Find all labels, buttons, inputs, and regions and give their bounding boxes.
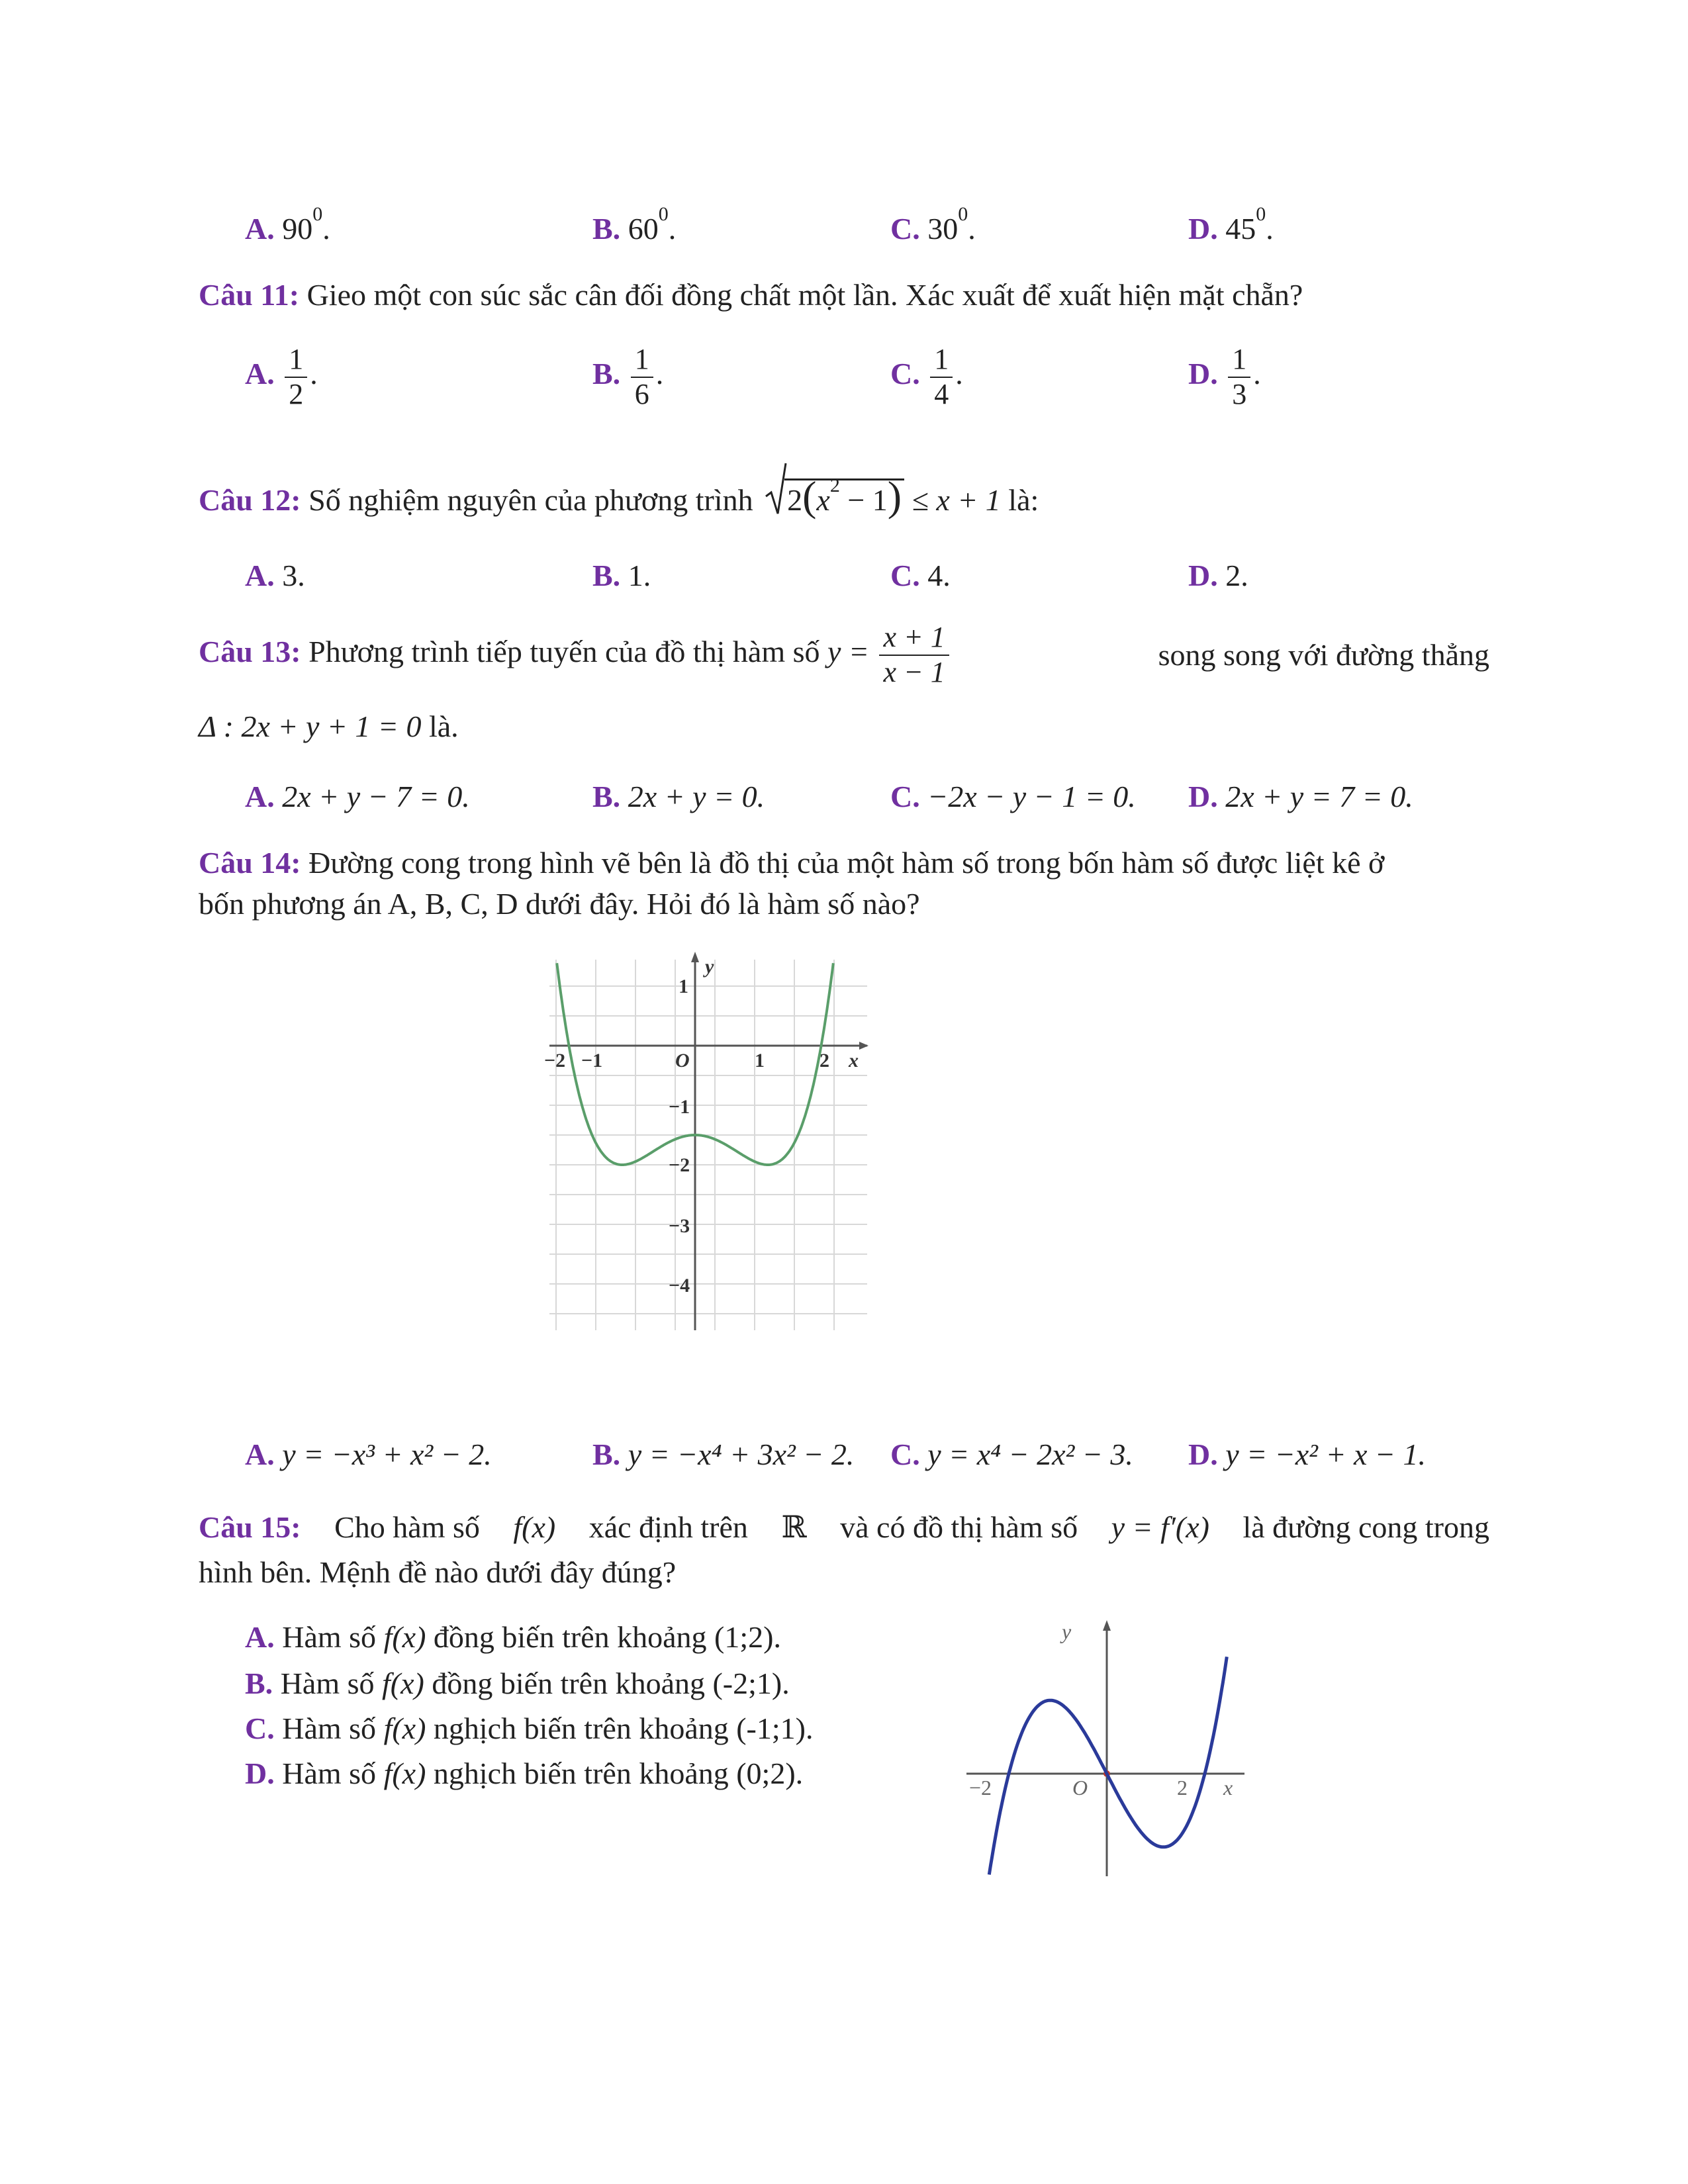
question-label: Câu 13: xyxy=(199,635,301,669)
denominator: 4 xyxy=(934,377,949,410)
option-label: D. xyxy=(1188,357,1218,391)
q13-left xyxy=(199,621,952,689)
q13-option-b xyxy=(592,778,765,815)
option-label: C. xyxy=(890,559,920,592)
option-sup: 0 xyxy=(312,203,323,225)
option-suffix: . xyxy=(668,212,677,246)
option-pre: Hàm số xyxy=(282,1711,377,1745)
option-suffix: . xyxy=(322,212,330,246)
option-value: 90 xyxy=(282,212,313,246)
x-tick: 2 xyxy=(820,1050,829,1071)
question-text: Phương trình tiếp tuyến của đồ thị hàm số xyxy=(308,635,820,669)
question-text: Gieo một con súc sắc cân đối đồng chất một lần. Xác xuất để xuất hiện mặt chẵn? xyxy=(306,278,1303,312)
option-label: A. xyxy=(245,212,275,246)
option-sup: 0 xyxy=(1256,203,1266,225)
q15-stem-line1 xyxy=(199,1509,1489,1545)
question-label: Câu 11: xyxy=(199,278,300,312)
option-label: D. xyxy=(245,1756,275,1790)
question-text: Đường cong trong hình vẽ bên là đồ thị của một hàm số trong bốn hàm số được liệt kê ở xyxy=(308,846,1385,880)
option-label: A. xyxy=(245,1620,275,1654)
y-axis-arrow xyxy=(1103,1620,1111,1631)
y-axis-arrow xyxy=(691,952,699,962)
option-post: nghịch biến trên khoảng (0;2). xyxy=(433,1756,804,1790)
x-tick: −2 xyxy=(544,1050,566,1071)
q10-option-c xyxy=(890,203,976,247)
q12-option-d xyxy=(1188,557,1248,594)
numerator: x + 1 xyxy=(879,621,949,656)
q13-stem-line2 xyxy=(199,708,459,745)
option-fx: f(x) xyxy=(383,1756,426,1790)
q14-stem-line1 xyxy=(199,844,1384,881)
derivative-curve xyxy=(989,1657,1227,1874)
q12-option-a xyxy=(245,557,305,594)
option-value: 2. xyxy=(1225,559,1248,592)
q15-stem-line2 xyxy=(199,1554,676,1590)
q12-option-b xyxy=(592,557,651,594)
q15-graph xyxy=(953,1615,1258,1880)
option-label: B. xyxy=(592,780,621,813)
option-sup: 0 xyxy=(958,203,968,225)
y-axis-label: y xyxy=(705,956,714,978)
option-label: B. xyxy=(592,559,621,592)
option-value: 30 xyxy=(927,212,959,246)
option-fx: f(x) xyxy=(383,1711,426,1745)
q11-option-a: A. $\frac{1}{2}$ . xyxy=(245,343,318,410)
stem-part: xác định trên xyxy=(588,1510,748,1544)
radicand-exp: 2 xyxy=(829,475,840,496)
option-value: y = x⁴ − 2x² − 3. xyxy=(927,1437,1133,1471)
option-label: D. xyxy=(1188,1437,1218,1471)
q14-stem-line2 xyxy=(199,886,920,922)
x-tick: 2 xyxy=(1177,1776,1188,1799)
x-tick-origin: O xyxy=(1072,1776,1088,1799)
y-tick: −1 xyxy=(669,1096,690,1118)
option-value: 2x + y = 0. xyxy=(628,780,765,813)
option-value: −2x − y − 1 = 0. xyxy=(927,780,1136,813)
q12-option-c xyxy=(890,557,951,594)
option-label: A. xyxy=(245,559,275,592)
fraction xyxy=(1228,343,1250,411)
option-label: C. xyxy=(890,780,920,813)
option-value: 60 xyxy=(628,212,659,246)
option-label: B. xyxy=(592,357,621,391)
option-value: 1. xyxy=(628,559,651,592)
radicand-rest: − 1 xyxy=(839,483,888,517)
numerator: 1 xyxy=(930,343,953,378)
option-value: 3. xyxy=(282,559,305,592)
q14-option-b xyxy=(592,1436,854,1473)
line-equation: Δ : 2x + y + 1 = 0 xyxy=(199,709,422,743)
option-label: C. xyxy=(245,1711,275,1745)
denominator: 3 xyxy=(1232,377,1247,410)
numerator: 1 xyxy=(285,343,307,378)
line-suffix: là. xyxy=(428,709,459,743)
option-value: y = −x⁴ + 3x² − 2. xyxy=(628,1437,855,1471)
fraction xyxy=(930,343,953,411)
numerator: 1 xyxy=(631,343,653,378)
option-label: D. xyxy=(1188,559,1218,592)
y-axis-label: y xyxy=(1062,1619,1072,1643)
y-tick: −3 xyxy=(669,1215,690,1237)
question-text: Số nghiệm nguyên của phương trình xyxy=(308,483,753,517)
option-label: A. xyxy=(245,780,275,813)
radicand-coef: 2 xyxy=(787,483,803,517)
question-label: Câu 14: xyxy=(199,846,301,880)
x-tick: −1 xyxy=(581,1050,603,1071)
x-axis-label: x xyxy=(1223,1776,1233,1799)
option-fx: f(x) xyxy=(382,1666,424,1700)
option-suffix: . xyxy=(968,212,976,246)
stem-derivative: y = f′(x) xyxy=(1111,1510,1209,1544)
function-fraction xyxy=(879,621,949,689)
y-tick: −2 xyxy=(669,1154,690,1176)
option-label: A. xyxy=(245,357,275,391)
option-fx: f(x) xyxy=(383,1620,426,1654)
q11-option-c: C. $\frac{1}{4}$ . xyxy=(890,343,963,410)
option-label: B. xyxy=(592,1437,621,1471)
option-value: 45 xyxy=(1225,212,1256,246)
denominator: x − 1 xyxy=(883,655,945,688)
x-axis-arrow xyxy=(859,1042,868,1050)
question-text-after: là: xyxy=(1008,483,1039,517)
option-label: C. xyxy=(890,212,920,246)
q10-option-a xyxy=(245,203,330,247)
stem-part: là đường cong trong xyxy=(1243,1510,1489,1544)
x-axis-label: x xyxy=(849,1050,859,1071)
q13-stem-line1 xyxy=(199,621,1489,689)
inequality-rhs: ≤ x + 1 xyxy=(912,483,1001,517)
numerator: 1 xyxy=(1228,343,1250,378)
denominator: 6 xyxy=(634,377,649,410)
denominator: 2 xyxy=(289,377,304,410)
option-suffix: . xyxy=(1266,212,1274,246)
y-tick: 1 xyxy=(679,976,688,997)
x-tick-origin: O xyxy=(675,1050,690,1071)
q14-graph xyxy=(543,946,874,1337)
option-label: C. xyxy=(890,357,920,391)
q15-option-a xyxy=(245,1619,781,1655)
option-pre: Hàm số xyxy=(280,1666,375,1700)
option-label: B. xyxy=(245,1666,273,1700)
q13-option-c xyxy=(890,778,1136,815)
question-label: Câu 15: xyxy=(199,1510,301,1544)
x-tick: −2 xyxy=(969,1776,992,1799)
question-text: hình bên. Mệnh đề nào dưới đây đúng? xyxy=(199,1555,677,1589)
option-value: y = −x² + x − 1. xyxy=(1225,1437,1426,1471)
option-label: B. xyxy=(592,212,621,246)
question-text-after: song song với đường thẳng xyxy=(1158,638,1489,672)
q15-option-c xyxy=(245,1710,813,1747)
option-pre: Hàm số xyxy=(282,1620,377,1654)
sqrt-expression: $2(x^2 - 1)$ xyxy=(765,471,904,522)
sqrt-sign xyxy=(765,462,787,516)
stem-fx: f(x) xyxy=(513,1510,556,1544)
option-value: y = −x³ + x² − 2. xyxy=(282,1437,492,1471)
function-lhs: y = xyxy=(827,635,869,669)
question-text: bốn phương án A, B, C, D dưới đây. Hỏi đó là hàm số nào? xyxy=(199,887,920,921)
q13-option-d xyxy=(1188,778,1413,815)
fraction xyxy=(285,343,307,411)
q13-option-a xyxy=(245,778,470,815)
stem-part: Cho hàm số xyxy=(334,1510,480,1544)
option-value: 4. xyxy=(927,559,951,592)
q15-option-d xyxy=(245,1755,803,1792)
q11-option-d: D. $\frac{1}{3}$ . xyxy=(1188,343,1261,410)
x-tick: 1 xyxy=(755,1050,765,1071)
y-tick: −4 xyxy=(669,1275,690,1297)
option-value: 2x + y = 7 = 0. xyxy=(1225,780,1413,813)
option-label: A. xyxy=(245,1437,275,1471)
q11-stem xyxy=(199,277,1303,313)
q10-option-d xyxy=(1188,203,1274,247)
stem-part: và có đồ thị hàm số xyxy=(840,1510,1078,1544)
option-label: D. xyxy=(1188,212,1218,246)
option-label: C. xyxy=(890,1437,920,1471)
option-pre: Hàm số xyxy=(282,1756,377,1790)
option-post: đồng biến trên khoảng (1;2). xyxy=(433,1620,781,1654)
q11-option-b: B. $\frac{1}{6}$ . xyxy=(592,343,664,410)
fraction xyxy=(631,343,653,411)
radicand-var: x xyxy=(816,483,830,517)
q14-option-a xyxy=(245,1436,492,1473)
q15-option-b xyxy=(245,1665,790,1702)
option-post: đồng biến trên khoảng (-2;1). xyxy=(432,1666,790,1700)
question-label: Câu 12: xyxy=(199,483,301,517)
stem-reals: ℝ xyxy=(781,1510,807,1544)
q14-option-c xyxy=(890,1436,1133,1473)
q14-option-d xyxy=(1188,1436,1426,1473)
option-value: 2x + y − 7 = 0. xyxy=(282,780,470,813)
option-post: nghịch biến trên khoảng (-1;1). xyxy=(433,1711,814,1745)
option-sup: 0 xyxy=(658,203,669,225)
option-label: D. xyxy=(1188,780,1218,813)
q12-stem xyxy=(199,471,1039,522)
q10-option-b xyxy=(592,203,677,247)
